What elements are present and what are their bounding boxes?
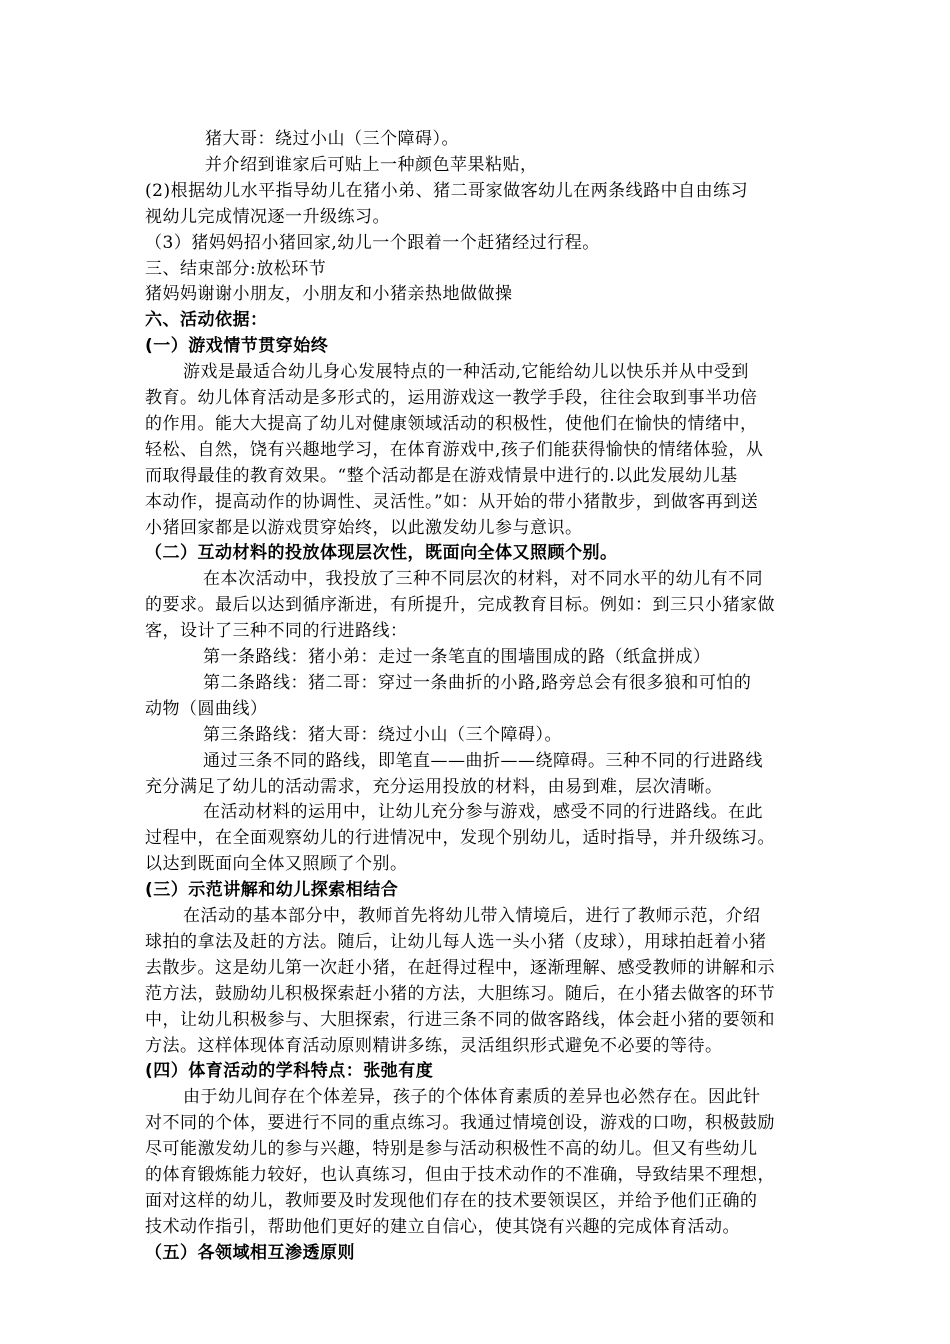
text-line: 第二条路线：猪二哥：穿过一条曲折的小路,路旁总会有很多狼和可怕的 (203, 673, 752, 693)
section-heading: (四）体育活动的学科特点：张弛有度 (145, 1061, 434, 1081)
text-line: 并介绍到谁家后可贴上一种颜色苹果粘贴， (205, 155, 538, 175)
section-heading: (一）游戏情节贯穿始终 (145, 336, 329, 356)
text-line: 第三条路线：猪大哥：绕过小山（三个障碍）。 (203, 725, 562, 745)
text-line: 第一条路线：猪小弟：走过一条笔直的围墙围成的路（纸盒拼成） (203, 647, 711, 667)
section-heading: (三）示范讲解和幼儿探索相结合 (145, 880, 399, 900)
text-line: 轻松、自然，饶有兴趣地学习，在体育游戏中,孩子们能获得愉快的情绪体验，从 (145, 440, 764, 460)
text-line: 在活动材料的运用中，让幼儿充分参与游戏，感受不同的行进路线。在此 (203, 802, 763, 822)
text-line: 由于幼儿间存在个体差异，孩子的个体体育素质的差异也必然存在。因此针 (183, 1087, 761, 1107)
text-line: 范方法，鼓励幼儿积极探索赶小猪的方法，大胆练习。随后，在小猪去做客的环节 (145, 984, 775, 1004)
text-line: 对不同的个体，要进行不同的重点练习。我通过情境创设，游戏的口吻，积极鼓励 (145, 1113, 775, 1133)
text-line: 本动作，提高动作的协调性、灵活性。”如：从开始的带小猪散步，到做客再到送 (145, 492, 759, 512)
text-line: 教育。幼儿体育活动是多形式的，运用游戏这一教学手段，往往会取到事半功倍 (145, 388, 758, 408)
text-line: 动物（圆曲线） (145, 699, 268, 719)
text-line: 方法。这样体现体育活动原则精讲多练，灵活组织形式避免不必要的等待。 (145, 1036, 723, 1056)
text-line: 技术动作指引，帮助他们更好的建立自信心，使其饶有兴趣的完成体育活动。 (145, 1217, 740, 1237)
text-line: 客，设计了三种不同的行进路线： (145, 621, 408, 641)
text-line: 小猪回家都是以游戏贯穿始终，以此激发幼儿参与意识。 (145, 518, 583, 538)
text-line: 面对这样的幼儿，教师要及时发现他们存在的技术要领误区，并给予他们正确的 (145, 1191, 758, 1211)
section-heading: （二）互动材料的投放体现层次性，既面向全体又照顾个别。 (145, 543, 618, 563)
text-line: 去散步。这是幼儿第一次赶小猪，在赶得过程中，逐渐理解、感受教师的讲解和示 (145, 958, 775, 978)
text-line: 的作用。能大大提高了幼儿对健康领域活动的积极性，使他们在愉快的情绪中， (145, 414, 758, 434)
text-line: 球拍的拿法及赶的方法。随后，让幼儿每人选一头小猪（皮球），用球拍赶着小猪 (145, 932, 767, 952)
text-line: 的体育锻炼能力较好，也认真练习，但由于技术动作的不准确，导致结果不理想， (145, 1165, 775, 1185)
section-heading: （五）各领域相互渗透原则 (145, 1243, 355, 1263)
text-line: 尽可能激发幼儿的参与兴趣，特别是参与活动积极性不高的幼儿。但又有些幼儿 (145, 1139, 758, 1159)
text-line: （3）猪妈妈招小猪回家,幼儿一个跟着一个赶猪经过行程。 (145, 233, 600, 253)
text-line: 游戏是最适合幼儿身心发展特点的一种活动,它能给幼儿以快乐并从中受到 (183, 362, 749, 382)
text-line: 以达到既面向全体又照顾了个别。 (145, 854, 408, 874)
text-line: 猪大哥：绕过小山（三个障碍）。 (205, 129, 459, 149)
text-line: 充分满足了幼儿的活动需求，充分运用投放的材料，由易到难，层次清晰。 (145, 777, 723, 797)
text-line: 过程中，在全面观察幼儿的行进情况中，发现个别幼儿，适时指导，并升级练习。 (145, 828, 775, 848)
text-line: 在活动的基本部分中，教师首先将幼儿带入情境后，进行了教师示范，介绍 (183, 906, 761, 926)
text-line: 猪妈妈谢谢小朋友，小朋友和小猪亲热地做做操 (145, 284, 513, 304)
text-line: 视幼儿完成情况逐一升级练习。 (145, 207, 390, 227)
text-line: 中，让幼儿积极参与、大胆探索，行进三条不同的做客路线，体会赶小猪的要领和 (145, 1010, 775, 1030)
text-line: 而取得最佳的教育效果。“整个活动都是在游戏情景中进行的.以此发展幼儿基 (145, 466, 738, 486)
text-line: 在本次活动中，我投放了三种不同层次的材料，对不同水平的幼儿有不同 (203, 569, 763, 589)
text-line: 的要求。最后以达到循序渐进，有所提升，完成教育目标。例如：到三只小猪家做 (145, 595, 775, 615)
text-line: 三、结束部分:放松环节 (145, 259, 327, 279)
section-heading: 六、活动依据： (145, 310, 268, 330)
text-line: 通过三条不同的路线，即笔直——曲折——绕障碍。三种不同的行进路线 (203, 751, 763, 771)
text-line: (2)根据幼儿水平指导幼儿在猪小弟、猪二哥家做客幼儿在两条线路中自由练习 (145, 181, 749, 201)
